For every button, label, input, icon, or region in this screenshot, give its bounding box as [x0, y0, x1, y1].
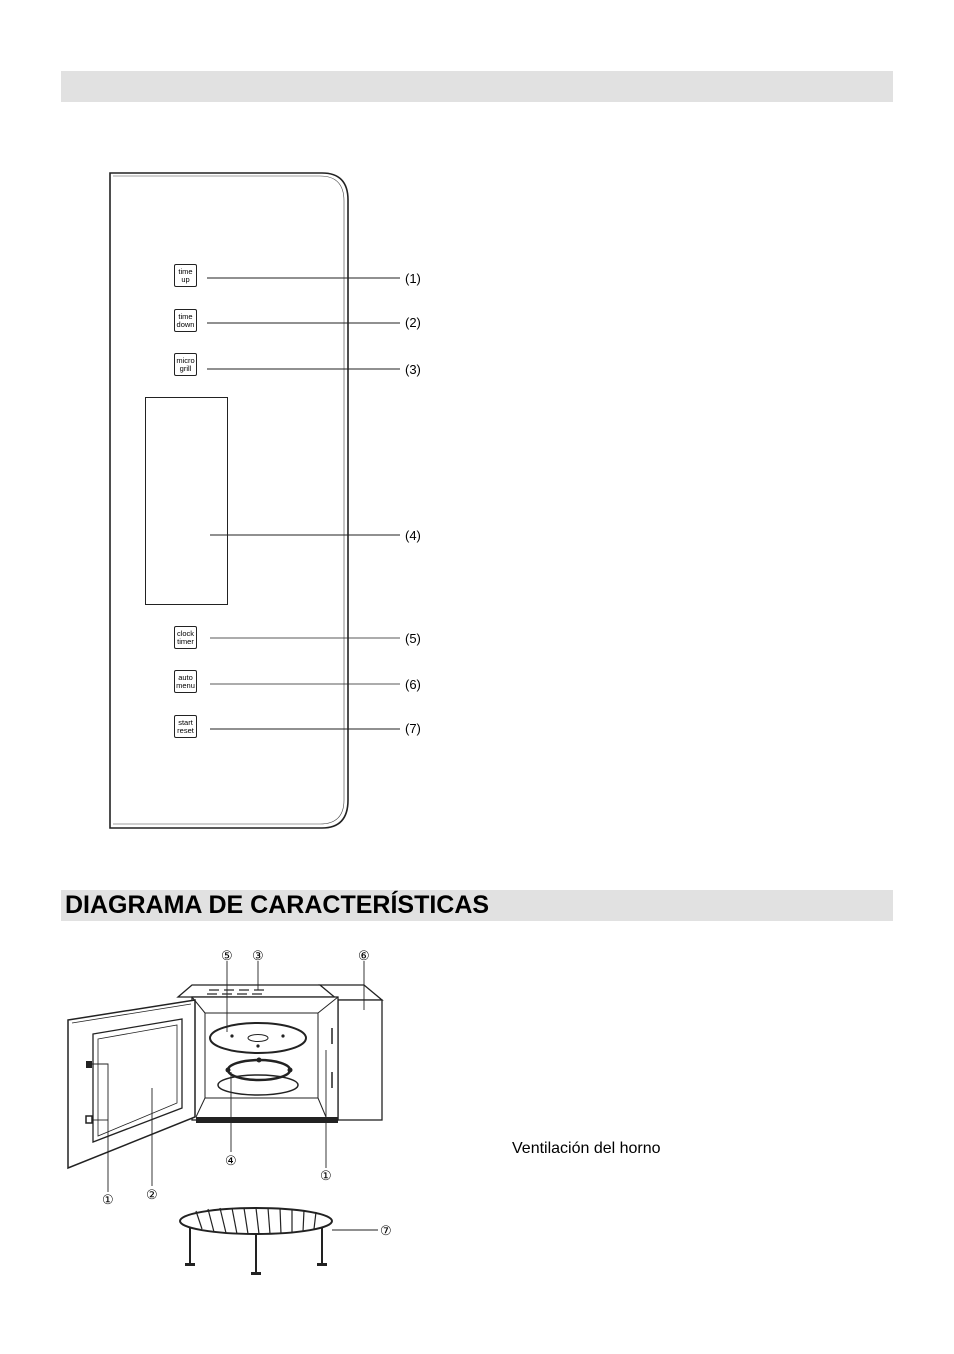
- rotating-base-icon: [218, 1075, 298, 1095]
- oven-base-strip: [196, 1117, 338, 1123]
- callout-5: (5): [405, 631, 421, 646]
- door-window-icon: [93, 1019, 182, 1142]
- marker-4: ④: [225, 1153, 237, 1168]
- oven-cavity-frame: [192, 997, 338, 1120]
- callout-6: (6): [405, 677, 421, 692]
- clock-timer-button[interactable]: clock timer: [174, 626, 197, 649]
- section-title: DIAGRAMA DE CARACTERÍSTICAS: [65, 891, 490, 919]
- callout-2: (2): [405, 315, 421, 330]
- marker-1-cavity: ①: [320, 1168, 332, 1183]
- oven-right-top: [320, 985, 382, 1000]
- control-side-panel: [338, 1000, 382, 1120]
- marker-2: ②: [146, 1187, 158, 1202]
- marker-1-door: ①: [102, 1192, 114, 1207]
- micro-grill-button[interactable]: micro grill: [174, 353, 197, 376]
- door-latch-icon: [86, 1061, 92, 1068]
- callout-3: (3): [405, 362, 421, 377]
- marker-7: ⑦: [380, 1223, 392, 1238]
- display-window: [145, 397, 228, 605]
- auto-menu-button[interactable]: auto menu: [174, 670, 197, 693]
- glass-tray-icon: [210, 1023, 306, 1053]
- oven-top-face: [178, 985, 338, 997]
- callout-7: (7): [405, 721, 421, 736]
- callout-4: (4): [405, 528, 421, 543]
- oven-cavity-inner: [205, 1013, 318, 1098]
- vent-slots-icon: [207, 990, 264, 994]
- oven-door-icon: [68, 1000, 195, 1168]
- ventilation-label: Ventilación del horno: [512, 1140, 661, 1157]
- marker-6: ⑥: [358, 948, 370, 963]
- start-reset-button[interactable]: start reset: [174, 715, 197, 738]
- grill-rack-icon: [180, 1208, 332, 1234]
- time-up-button[interactable]: time up: [174, 264, 197, 287]
- marker-5: ⑤: [221, 948, 233, 963]
- time-down-button[interactable]: time down: [174, 309, 197, 332]
- roller-ring-icon: [228, 1060, 290, 1080]
- callout-1: (1): [405, 271, 421, 286]
- marker-3: ③: [252, 948, 264, 963]
